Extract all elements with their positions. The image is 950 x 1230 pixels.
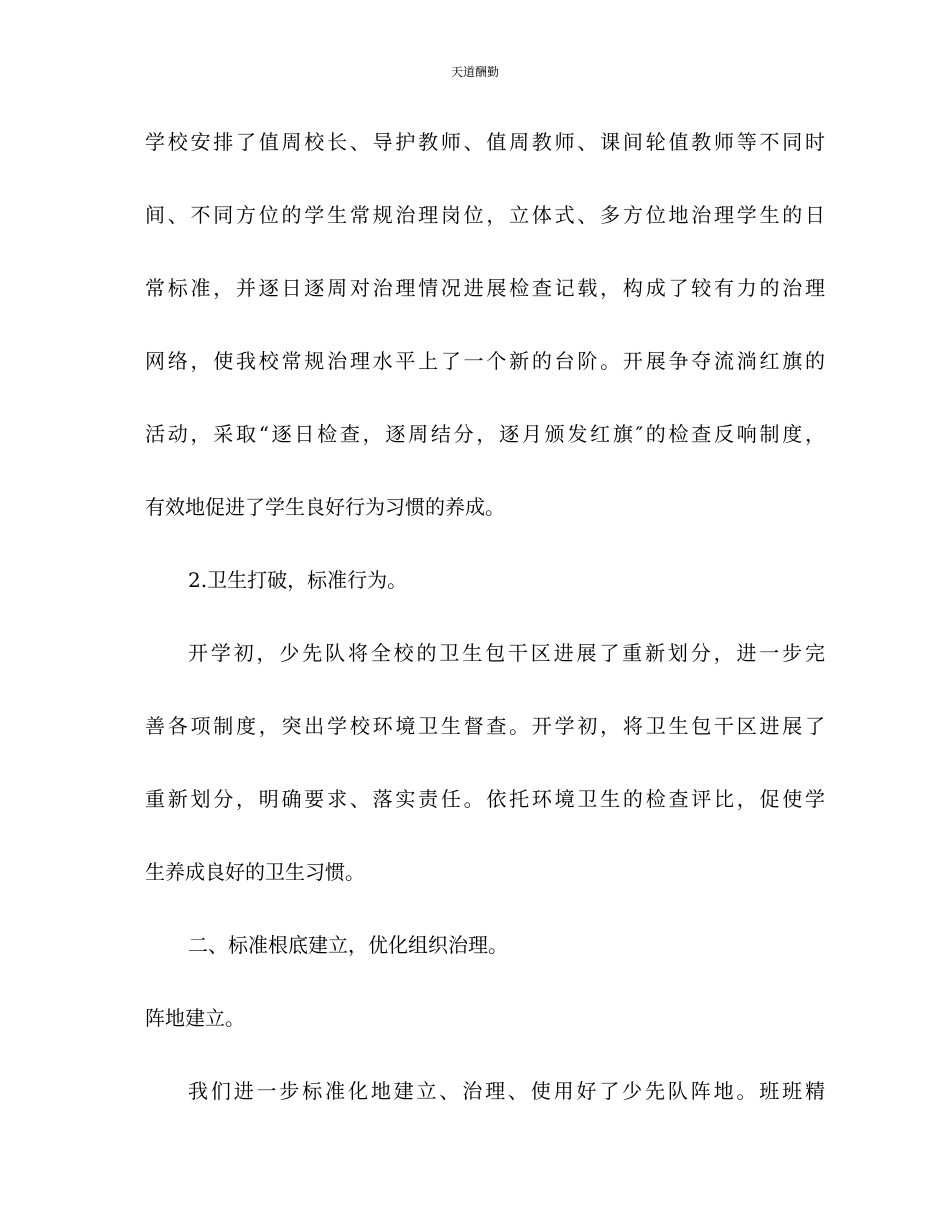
text-line: 活动，采取“逐日检查，逐周结分，逐月颁发红旗″的检查反响制度，: [145, 422, 825, 446]
text-line: 开学初，少先队将全校的卫生包干区进展了重新划分，进一步完: [188, 641, 825, 665]
text-line: 善各项制度，突出学校环境卫生督查。开学初，将卫生包干区进展了: [145, 714, 825, 738]
section-heading: 2.卫生打破，标准行为。: [188, 568, 408, 592]
section-heading: 二、标准根底建立，优化组织治理。: [188, 933, 508, 957]
text-line: 有效地促进了学生良好行为习惯的养成。: [145, 495, 505, 519]
text-line: 学校安排了值周校长、导护教师、值周教师、课间轮值教师等不同时: [145, 130, 825, 154]
text-line: 常标准，并逐日逐周对治理情况进展检查记载，构成了较有力的治理: [145, 276, 825, 300]
text-line: 生养成良好的卫生习惯。: [145, 860, 365, 884]
text-line: 重新划分，明确要求、落实责任。依托环境卫生的检查评比，促使学: [145, 787, 825, 811]
page-header: 天道酬勤: [450, 65, 499, 79]
sub-heading: 阵地建立。: [145, 1006, 245, 1030]
text-line: 网络，使我校常规治理水平上了一个新的台阶。开展争夺流淌红旗的: [145, 349, 825, 373]
text-line: 间、不同方位的学生常规治理岗位，立体式、多方位地治理学生的日: [145, 203, 825, 227]
text-line: 我们进一步标准化地建立、治理、使用好了少先队阵地。班班精: [188, 1079, 825, 1103]
